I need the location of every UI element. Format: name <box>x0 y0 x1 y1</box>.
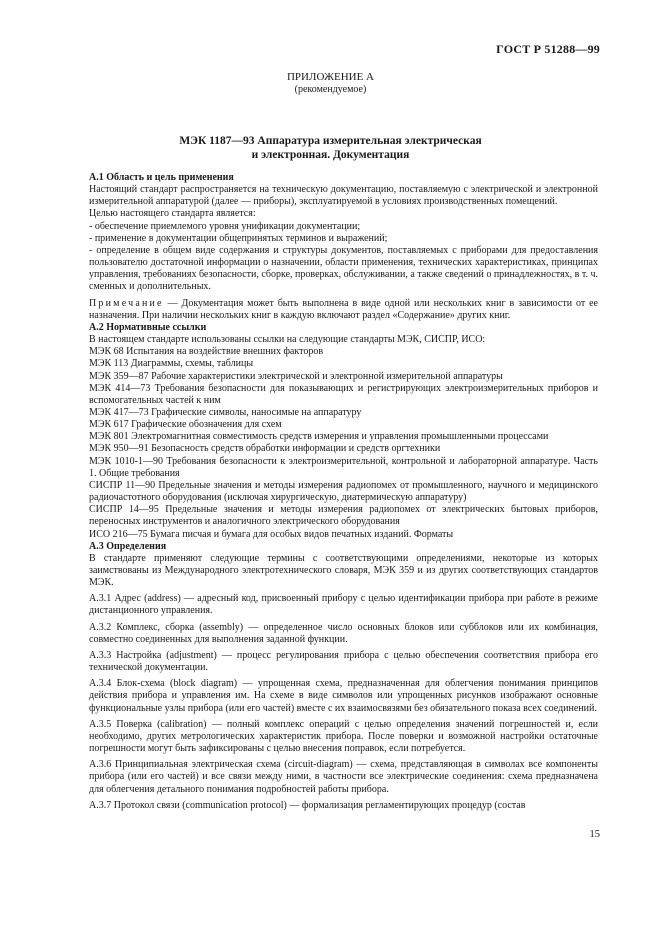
list-item: - обеспечение приемлемого уровня унификации документации; <box>89 220 361 232</box>
definition-item: А.3.6 Принципиальная электрическая схема (circuit-diagram) — схема, представляющая в символах все компоненты прибора (или его частей) и все связи между ними, в частности все электрические соединения: схема предназначена для облегчения детального понимания подробностей работы прибора. <box>89 759 598 795</box>
document-title-line-1: МЭК 1187—93 Аппаратура измерительная электрическая <box>179 135 482 147</box>
document-title-line-2: и электронная. Документация <box>251 149 410 161</box>
reference-item: МЭК 417—73 Графические символы, наносимые на аппаратуру <box>89 406 362 418</box>
appendix-subtitle: (рекомендуемое) <box>294 84 367 95</box>
paragraph: Целью настоящего стандарта является: <box>89 208 256 220</box>
reference-item: СИСПР 11—90 Предельные значения и методы измерения радиопомех от промышленного, научного и медицинского радиочастотного оборудования (исключая хирургическую, диатермическую аппаратуру) <box>89 479 598 504</box>
definition-item: А.3.3 Настройка (adjustment) — процесс регулирования прибора с целью обеспечения соответствия прибора его технической документации. <box>89 649 598 674</box>
list-item: - определение в общем виде содержания и структуры документов, поставляемых с приборами для предоставления пользователю достаточной информации о назначении, области применения, технических характеристиках, принципах управления, требованиях безопасности, сборке, проверках, обслуживании, а также сведений о принадлежностях, в т. ч. сменных и дополнительных. <box>89 244 598 293</box>
reference-item: МЭК 617 Графические обозначения для схем <box>89 419 282 431</box>
paragraph: Настоящий стандарт распространяется на техническую документацию, поставляемую с электрической и электронной измерительной аппаратурой (далее — приборы), эксплуатируемой в условиях производственных помещений. <box>89 184 598 208</box>
reference-item: МЭК 359—87 Рабочие характеристики электрической и электронной измерительной аппаратуры <box>89 370 503 382</box>
paragraph: В настоящем стандарте использованы ссылки на следующие стандарты МЭК, СИСПР, ИСО: <box>89 334 486 346</box>
note-label: Примечание <box>89 297 164 309</box>
reference-item: МЭК 68 Испытания на воздействие внешних факторов <box>89 346 324 358</box>
section-heading-definitions: А.3 Определения <box>89 540 167 552</box>
section-heading-references: А.2 Нормативные ссылки <box>89 321 207 333</box>
definition-item: А.3.1 Адрес (address) — адресный код, присвоенный прибору с целью идентификации прибора при работе в режиме дистанционного управления. <box>89 593 598 617</box>
definition-item: А.3.2 Комплекс, сборка (assembly) — определенное число основных блоков или субблоков или их комбинация, совместно соединенных для выполнения заданной функции. <box>89 621 598 645</box>
appendix-title: ПРИЛОЖЕНИЕ А <box>286 71 374 83</box>
reference-item: ИСО 216—75 Бумага писчая и бумага для особых видов печатных изданий. Форматы <box>89 528 454 540</box>
definition-item: А.3.4 Блок-схема (block diagram) — упрощенная схема, предназначенная для облегчения понимания принципов действия прибора и управления им. На схеме в виде символов или упрощенных рисунков изображают основные функциональные узлы прибора (или его частей) вместе с их взаимосвязями без обязательного показа всех соединений. <box>89 678 598 714</box>
reference-item: МЭК 1010-1—90 Требования безопасности к электроизмерительной, контрольной и лабораторной аппаратуре. Часть 1. Общие требования <box>89 455 598 479</box>
reference-item: МЭК 950—91 Безопасность средств обработки информации и средств оргтехники <box>89 443 441 455</box>
list-item: - применение в документации общепринятых терминов и выражений; <box>89 232 388 244</box>
reference-item: МЭК 414—73 Требования безопасности для показывающих и регистрирующих электроизмерительных приборов и вспомогательных частей к ним <box>89 382 598 406</box>
section-heading-scope: А.1 Область и цель применения <box>89 172 234 183</box>
definition-item: А.3.5 Поверка (calibration) — полный комплекс операций с целью определения значений погрешностей и, если необходимо, других метрологических характеристик прибора. После поверки и возможной настройки остаточные погрешности могут быть зафиксированы с целью внесения поправок, если потребуется. <box>89 718 598 755</box>
paragraph: В стандарте применяют следующие термины с соответствующими определениями, некоторые из которых заимствованы из Международного электротехнического словаря, МЭК 359 и из других соответствующих стандартов МЭК. <box>89 552 598 589</box>
reference-item: МЭК 801 Электромагнитная совместимость средств измерения и управления промышленными процессами <box>89 431 549 443</box>
note-text: — Документация может быть выполнена в виде одной или нескольких книг в зависимости от ее назначения. При наличии нескольких книг в каждую включают раздел «Содержание» других книг. <box>89 297 598 321</box>
page-number: 15 <box>589 829 600 840</box>
standard-number: ГОСТ Р 51288—99 <box>496 42 600 56</box>
reference-item: МЭК 113 Диаграммы, схемы, таблицы <box>89 358 254 370</box>
reference-item: СИСПР 14—95 Предельные значения и методы измерения радиопомех от электрических бытовых приборов, переносных инструментов и аналогичного электрического оборудования <box>89 504 598 528</box>
definition-item: А.3.7 Протокол связи (communication protocol) — формализация регламентирующих процедур (состав <box>89 799 526 811</box>
document-title <box>0 134 661 162</box>
note <box>89 298 598 322</box>
document-body <box>89 172 598 812</box>
